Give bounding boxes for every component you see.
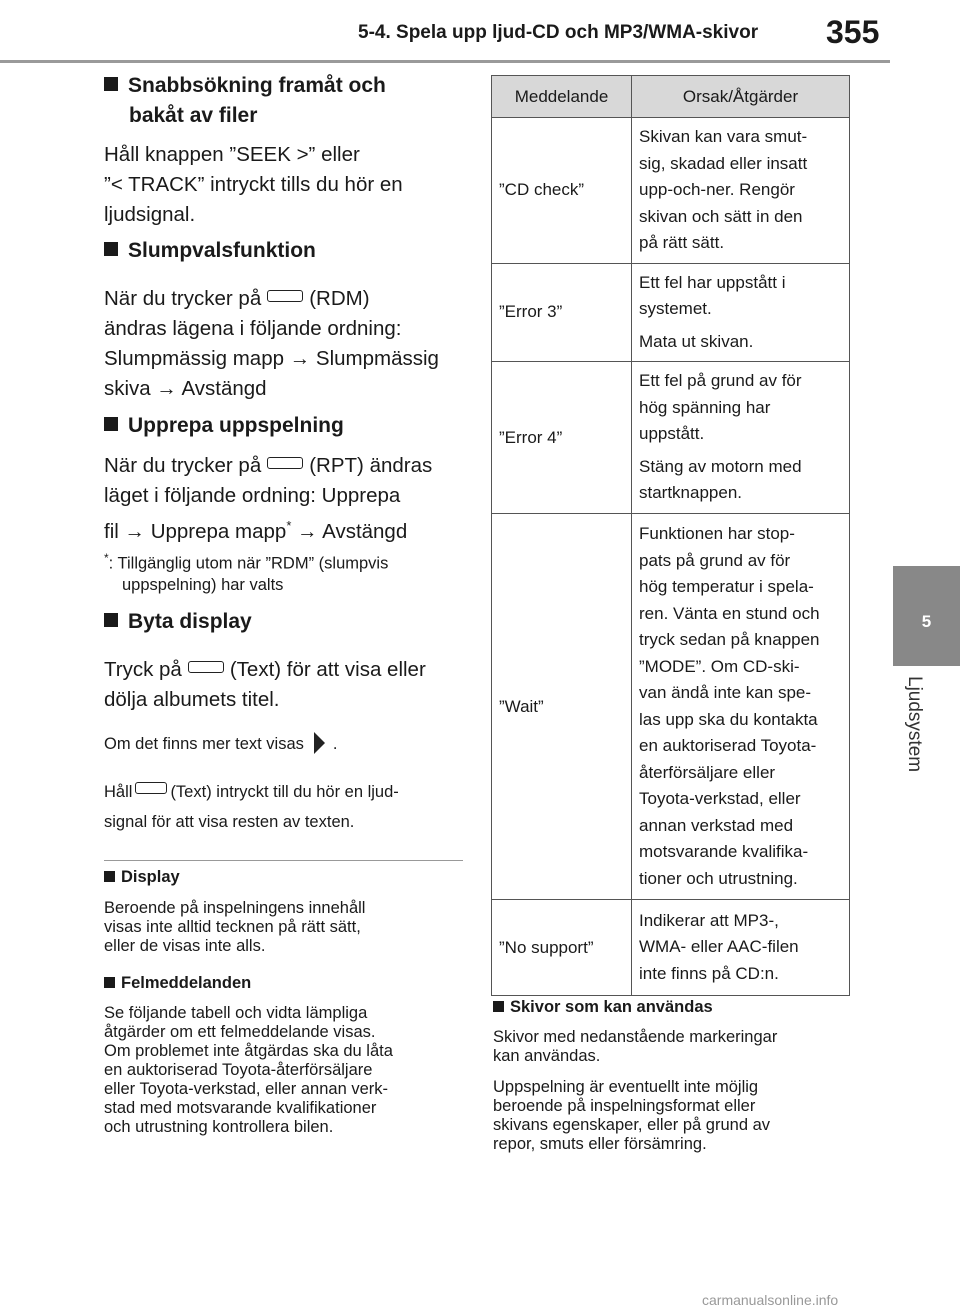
display-note-1: Om det finns mer text visas . [104, 731, 338, 758]
display-line-2: dölja albumets titel. [104, 688, 280, 711]
message-cell: ”Error 3” [492, 263, 632, 362]
discs-para-3: Uppspelning är eventuellt inte möjlig [493, 1078, 759, 1096]
table-row [492, 900, 850, 996]
square-bullet-icon [104, 242, 118, 256]
footnote-line-2: uppspelning) har valts [122, 576, 284, 594]
chapter-label: Ljudsystem [904, 676, 925, 773]
errors-para-6: stad med motsvarande kvalifikationer [104, 1099, 377, 1117]
discs-para-5: skivans egenskaper, eller på grund av [493, 1116, 771, 1134]
button-icon [188, 661, 224, 673]
random-line-2: ändras lägena i följande ordning: [104, 317, 402, 340]
errors-para-2: åtgärder om ett felmeddelande visas. [104, 1023, 376, 1041]
seek-line-1: Håll knappen ”SEEK >” eller [104, 143, 360, 166]
page-number: 355 [826, 14, 880, 50]
chapter-tab [893, 566, 960, 666]
subsection-title-discs: Skivor som kan användas [493, 998, 713, 1017]
errors-para-5: eller Toyota-verkstad, eller annan verk- [104, 1080, 388, 1098]
cause-cell: Skivan kan vara smut- sig, skadad eller insatt upp-och-ner. Rengör skivan och sätt in den på rätt sätt. [632, 118, 850, 264]
discs-para-6: repor, smuts eller försämring. [493, 1135, 707, 1153]
display-para-3: eller de visas inte alls. [104, 937, 266, 955]
display-line-1: Tryck på (Text) för att visa eller [104, 658, 426, 681]
square-bullet-icon [104, 613, 118, 627]
discs-para-2: kan användas. [493, 1047, 601, 1065]
display-note-3: signal för att visa resten av texten. [104, 813, 355, 831]
repeat-line-2: läget i följande ordning: Upprepa [104, 484, 401, 507]
subsection-title-display: Display [104, 868, 180, 887]
seek-line-2: ”< TRACK” intryckt tills du hör en [104, 173, 403, 196]
section-title-seek-cont: bakåt av filer [129, 104, 258, 127]
header-rule [0, 60, 890, 63]
more-text-arrow-icon [314, 732, 325, 754]
square-bullet-icon [104, 871, 115, 882]
section-title-repeat: Upprepa uppspelning [104, 414, 344, 438]
square-bullet-icon [104, 77, 118, 91]
table-row [492, 263, 850, 362]
cause-cell: Ett fel har uppstått i systemet. Mata ut skivan. [632, 263, 850, 362]
repeat-line-3: fil → Upprepa mapp* → Avstängd [104, 518, 408, 543]
button-icon [267, 457, 303, 469]
random-line-3: Slumpmässig mapp → Slumpmässig [104, 347, 439, 370]
message-cell: ”CD check” [492, 118, 632, 264]
display-para-1: Beroende på inspelningens innehåll [104, 899, 366, 917]
section-title-random: Slumpvalsfunktion [104, 239, 316, 263]
button-icon [135, 782, 167, 794]
errors-para-7: och utrustning kontrollera bilen. [104, 1118, 334, 1136]
cause-cell: Indikerar att MP3-, WMA- eller AAC-filen inte finns på CD:n. [632, 900, 850, 996]
section-title-seek: Snabbsökning framåt och [104, 74, 386, 98]
repeat-line-1: När du trycker på (RPT) ändras [104, 454, 433, 477]
display-para-2: visas inte alltid tecknen på rätt sätt, [104, 918, 361, 936]
header-message: Meddelande [492, 76, 632, 118]
table-row [492, 118, 850, 264]
message-cell: ”No support” [492, 900, 632, 996]
error-message-table [491, 75, 850, 996]
table-row [492, 362, 850, 514]
display-note-2: Håll (Text) intryckt till du hör en ljud- [104, 783, 399, 801]
errors-para-3: Om problemet inte åtgärdas ska du låta [104, 1042, 393, 1060]
discs-para-1: Skivor med nedanstående markeringar [493, 1028, 778, 1046]
table-row [492, 514, 850, 900]
button-icon [267, 290, 303, 302]
chapter-number: 5 [921, 612, 932, 631]
discs-para-4: beroende på inspelningsformat eller [493, 1097, 756, 1115]
header-title: 5-4. Spela upp ljud-CD och MP3/WMA-skivor [358, 22, 759, 43]
cause-cell: Ett fel på grund av för hög spänning har uppstått. Stäng av motorn med startknappen. [632, 362, 850, 514]
message-cell: ”Error 4” [492, 362, 632, 514]
square-bullet-icon [104, 977, 115, 988]
square-bullet-icon [493, 1001, 504, 1012]
square-bullet-icon [104, 417, 118, 431]
subsection-title-errors: Felmeddelanden [104, 974, 251, 993]
errors-para-4: en auktoriserad Toyota-återförsäljare [104, 1061, 373, 1079]
cause-cell: Funktionen har stop- pats på grund av för hög temperatur i spela- ren. Vänta en stund och tryck sedan på knappen ”MODE”. Om CD-ski- van ändå inte kan spe- las upp ska du kontakta en auktoriserad Toyota- återförsäljare eller Toyota-verkstad, eller annan verkstad med motsvarande kvalifika- tioner och utrustning. [632, 514, 850, 900]
watermark: carmanualsonline.info [702, 1292, 839, 1308]
errors-para-1: Se följande tabell och vidta lämpliga [104, 1004, 368, 1022]
section-divider [104, 860, 463, 861]
message-cell: ”Wait” [492, 514, 632, 900]
section-title-display: Byta display [104, 610, 252, 634]
header-cause: Orsak/Åtgärder [632, 76, 850, 118]
random-line-1: När du trycker på (RDM) [104, 287, 370, 310]
table-header-row [492, 76, 850, 118]
seek-line-3: ljudsignal. [104, 203, 196, 226]
footnote-line-1: *: Tillgänglig utom när ”RDM” (slumpvis [104, 551, 389, 573]
random-line-4: skiva → Avstängd [104, 377, 267, 400]
